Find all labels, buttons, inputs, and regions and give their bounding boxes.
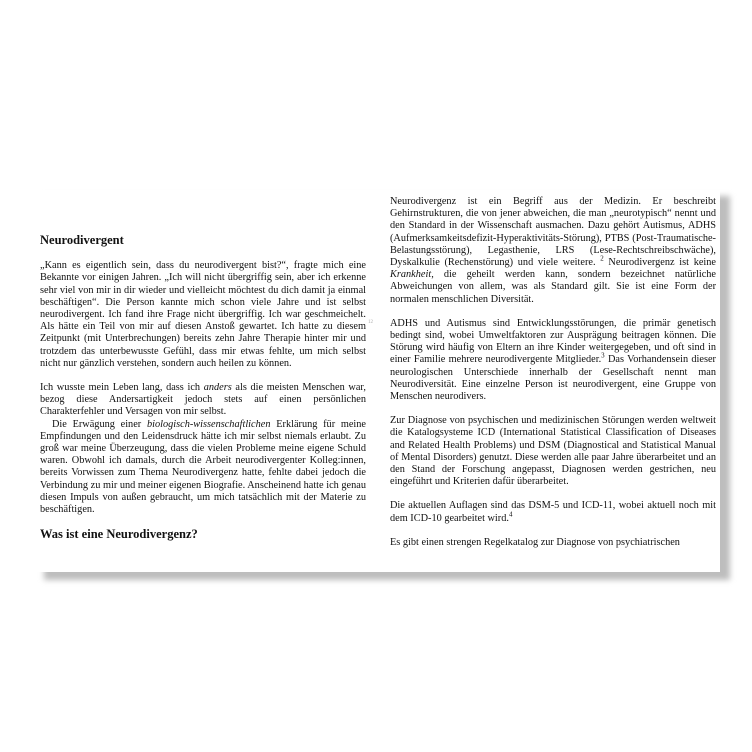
left-text-column <box>40 234 366 540</box>
text-run: ADHS und Autismus sind Entwicklungsstörungen, die primär genetisch bedingt sind, wobei Umweltfaktoren zur Ausprägung beitragen können. Die Störung wird häufig von Eltern an ihre Kinder weitergegeben, und oft sind in einer Familie mehrere neurodivergente Mitglieder. <box>390 317 716 366</box>
paragraph: „Kann es eigentlich sein, dass du neurodivergent bist?“, fragte mich eine Bekannte vor einigen Jahren. „Ich will nicht übergriffig sein, aber ich erkenne sehr viel von mir in dir wieder und vielleicht möchtest du dich damit ja einmal beschäftigen“. Die Person kannte mich schon viele Jahre und ist selbst neurodivergent. Ich fand ihre Frage nicht übergriffig. Ich war geschmeichelt. Als hätte ein Teil von mir auf diesen Anstoß gewartet. Ich hatte zu diesem Zeitpunkt (mit Unterbrechungen) bereits zehn Jahre Therapie hinter mir und trotzdem das unterbewusste Gefühl, dass mir etwas fehlte, um mich selbst nicht nur gänzlich verstehen, sondern auch heilen zu können. <box>40 260 366 369</box>
book-spread <box>36 190 720 572</box>
text-run: Das Vorhandensein dieser neurologischen Unterschiede innerhalb der Gesellschaft nennt man Neurodiversität. Eine einzelne Person ist neurodivergent, eine Gruppe von Menschen neurodivers. <box>390 354 716 403</box>
left-page <box>36 190 378 572</box>
paragraph <box>40 382 366 419</box>
paragraph: Es gibt einen strengen Regelkatalog zur Diagnose von psychiatrischen <box>390 536 680 548</box>
chapter-heading: Neurodivergent <box>40 233 124 247</box>
text-run: Neurodivergenz ist keine <box>603 257 717 269</box>
text-run: als die meisten Menschen war, bezog diese Andersartigkeit jedoch stets auf einen persönlichen Charakterfehler und Versagen von mir selbst. <box>40 382 366 418</box>
paragraph: Zur Diagnose von psychischen und medizinischen Störungen werden weltweit die Katalogsysteme ICD (International Statistical Classification of Diseases and Related Health Problems) und DSM (Diagnostical and Statistical Manual of Mental Disorders) genutzt. Diese werden alle paar Jahre überarbeitet und an den Stand der Forschung angepasst, Diagnosen werden gestrichen, neu eingeführt und Kriterien dafür überarbeitet. <box>390 415 716 488</box>
gutter-mark: 12 <box>368 320 373 325</box>
text-run: Die aktuellen Auflagen sind das DSM-5 und ICD-11, wobei aktuell noch mit dem ICD-10 gearbeitet wird. <box>390 500 716 524</box>
footnote-ref[interactable]: 4 <box>508 510 513 519</box>
text-run: Die Erwägung einer <box>52 418 147 430</box>
footnote-ref[interactable]: 3 <box>601 352 605 361</box>
paragraph <box>390 196 716 306</box>
paragraph <box>390 500 716 524</box>
text-run: Erklärung für meine Empfindungen und den Leidensdruck hätte ich mir selbst niemals erlaubt. Zu groß war meine Überzeugung, dass die vielen Probleme meine eigene Schuld waren. Obwohl ich damals, durch die Arbeit neurodivergenter Kolleg:innen, bereits Vorwissen zum Thema Neurodivergenz hatte, fehlte dabei jedoch die Verbindung zu mir und meiner eigenen Biografie. Anscheinend hatte ich genau diesen Impuls von außen gebraucht, um mich tatsächlich mit der Materie zu beschäftigen. <box>40 418 366 516</box>
emphasis: biologisch-wissenschaftlichen <box>146 418 271 430</box>
right-page <box>378 190 720 572</box>
text-run: Ich wusste mein Leben lang, dass ich <box>40 382 204 394</box>
text-run: Neurodivergenz ist ein Begriff aus der Medizin. Er beschreibt Gehirnstrukturen, die von jener abweichen, die man „neurotypisch“ nennt und den Standard in der Wissenschaft ausmachen. Dazu gehört Autismus, ADHS (Aufmerksamkeitsdefizit-Hyperaktivitäts-Störung), PTBS (Post-Traumatische-Belastungsstörung), Legasthenie, LRS (Lese-Rechtschreibschwäche), Dyskalkulie (Rechenstörung) und viele weitere. <box>390 196 716 269</box>
footnote-ref[interactable]: 2 <box>600 254 604 263</box>
emphasis: Krankheit <box>390 269 432 281</box>
section-heading: Was ist eine Neurodivergenz? <box>40 527 198 542</box>
paragraph <box>40 419 366 517</box>
paragraph <box>390 318 716 403</box>
emphasis: anders <box>203 382 232 394</box>
right-text-column <box>390 196 716 549</box>
text-run: , die geheilt werden kann, sondern bezeichnet natürliche Abweichungen von allem, was als Standard gilt. Sie ist eine Form der normalen menschlichen Diversität. <box>390 269 716 305</box>
